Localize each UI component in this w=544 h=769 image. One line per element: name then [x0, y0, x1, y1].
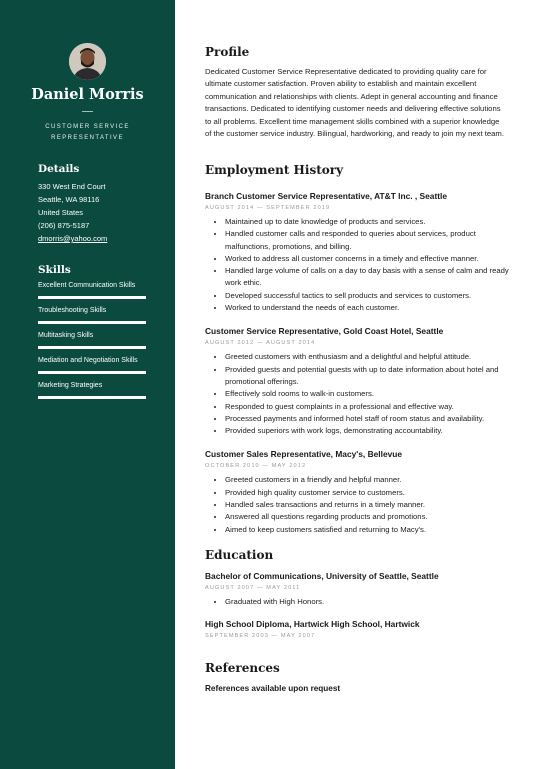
bullet-item: • Answered all questions regarding products and promotions. [225, 511, 510, 523]
skill-item [38, 382, 146, 407]
person-title [0, 122, 175, 144]
address-line-1: 330 West End Court [38, 182, 106, 191]
employment-heading: Employment History [205, 163, 344, 177]
references-section [205, 661, 510, 693]
main-column [175, 0, 544, 769]
skills-list [38, 282, 146, 407]
bullet-item: • Provided guests and potential guests with up to date information about hotel and promotional offerings. [225, 364, 510, 389]
job-bullets [205, 216, 510, 314]
skill-item [38, 282, 146, 307]
skill-bar [38, 296, 146, 299]
bullet-item: • Worked to understand the needs of each customer. [225, 302, 510, 314]
sidebar [0, 0, 175, 769]
job-entry [205, 191, 510, 314]
skill-item [38, 357, 146, 382]
skill-label: Mediation and Negotiation Skills [38, 357, 138, 364]
education-entry [205, 619, 510, 639]
profile-section [205, 45, 510, 140]
bullet-item: • Greeted customers with enthusiasm and a delightful and helpful attitude. [225, 351, 510, 363]
bullet-item: • Greeted customers in a friendly and helpful manner. [225, 474, 510, 486]
bullet-item: • Worked to address all customer concerns in a timely and effective manner. [225, 253, 510, 265]
person-title-text: CUSTOMER SERVICE REPRESENTATIVE [45, 124, 130, 141]
bullet-item: • Provided superiors with work logs, demonstrating accountability. [225, 425, 510, 437]
profile-text: Dedicated Customer Service Representative dedicated to providing quality care for ultimate customer satisfaction. Proven ability to establish and maintain excellent communication and relationships with clients. Adept in general accounting and finance transactions. Dedicated to identifying customer needs and delivering effective solutions to all problems. Excellent time management skills combined with a superior knowledge of the customer service industry. Bilingual, hardworking, and ready to join my next team. [205, 67, 504, 139]
job-dates: AUGUST 2014 — SEPTEMBER 2019 [205, 205, 331, 211]
skill-label: Multitasking Skills [38, 332, 94, 339]
skill-label: Marketing Strategies [38, 382, 103, 389]
education-entry [205, 571, 510, 608]
job-bullets [205, 351, 510, 437]
details-block [38, 180, 107, 245]
bullet-item: • Responded to guest complaints in a professional and effective way. [225, 401, 510, 413]
education-dates: SEPTEMBER 2003 — MAY 2007 [205, 633, 316, 640]
references-heading: References [205, 661, 280, 675]
person-name: Daniel Morris [31, 86, 144, 103]
bullet-item: • Effectively sold rooms to walk-in customers. [225, 388, 510, 400]
bullet-item: • Provided high quality customer service to customers. [225, 487, 510, 499]
skill-bar [38, 321, 146, 324]
skill-label: Excellent Communication Skills [38, 282, 136, 289]
skill-bar [38, 346, 146, 349]
address-line-2: Seattle, WA 98116 [38, 195, 100, 204]
education-bullets [205, 596, 510, 608]
bullet-item: • Graduated with High Honors. [225, 596, 510, 608]
bullet-item: • Aimed to keep customers satisfied and returning to Macy's. [225, 524, 510, 536]
education-dates: AUGUST 2007 — MAY 2011 [205, 585, 301, 591]
country: United States [38, 208, 84, 217]
degree-title: High School Diploma, Hartwick High School, Hartwick [205, 619, 420, 630]
references-text: References available upon request [205, 684, 341, 693]
bullet-item: • Handled large volume of calls on a day to day basis with a sense of calm and ready work ethic. [225, 265, 510, 290]
job-dates: OCTOBER 2010 — MAY 2012 [205, 463, 307, 470]
job-title: Customer Service Representative, Gold Coast Hotel, Seattle [205, 326, 444, 337]
job-entry [205, 326, 510, 437]
skill-bar [38, 371, 146, 374]
email-link[interactable]: dmorris@yahoo.com [38, 234, 108, 243]
bullet-item: • Processed payments and informed hotel staff of room status and availability. [225, 413, 510, 425]
avatar-photo-icon [69, 43, 106, 80]
skill-item [38, 307, 146, 332]
skill-label: Troubleshooting Skills [38, 307, 107, 314]
bullet-item: • Handled customer calls and responded to queries about services, product malfunctions, promotions, and billing. [225, 228, 510, 253]
phone: (206) 875-5187 [38, 221, 90, 230]
avatar [69, 43, 106, 80]
degree-title: Bachelor of Communications, University of Seattle, Seattle [205, 571, 439, 581]
education-section [205, 548, 510, 644]
details-heading: Details [38, 163, 80, 175]
job-title: Customer Sales Representative, Macy's, Bellevue [205, 449, 403, 460]
bullet-item: • Handled sales transactions and returns in a timely manner. [225, 499, 510, 511]
skill-bar [38, 396, 146, 399]
job-dates: AUGUST 2012 — AUGUST 2014 [205, 340, 316, 347]
skills-heading: Skills [38, 264, 71, 276]
skill-item [38, 332, 146, 357]
job-entry [205, 449, 510, 535]
employment-section [205, 163, 510, 536]
name-divider [82, 111, 93, 112]
job-bullets [205, 474, 510, 535]
bullet-item: • Maintained up to date knowledge of products and services. [225, 216, 510, 228]
bullet-item: • Developed successful tactics to sell products and services to customers. [225, 290, 510, 302]
profile-heading: Profile [205, 45, 250, 59]
education-heading: Education [205, 548, 274, 562]
job-title: Branch Customer Service Representative, AT&T Inc. , Seattle [205, 191, 448, 201]
